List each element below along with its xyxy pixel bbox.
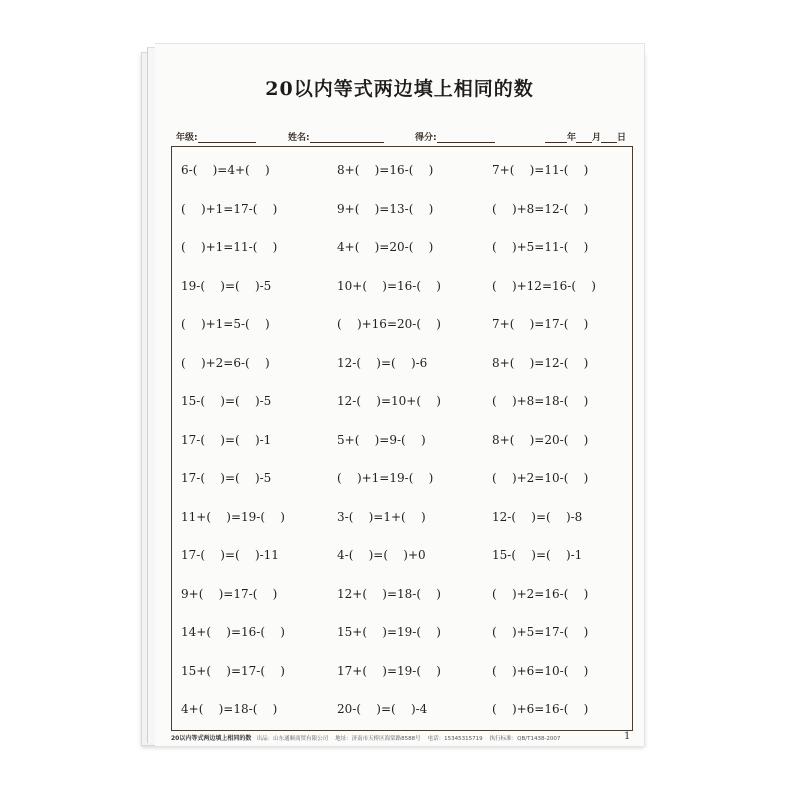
problem-r1-c3: 7+( )=11-( ) [492,163,589,177]
day-label: 日 [617,133,627,143]
problem-r8-c2: 5+( )=9-( ) [337,432,426,447]
problem-r1-c2: 8+( )=16-( ) [337,163,434,177]
grade-label: 年级: [176,133,198,143]
year-blank [545,133,567,143]
problem-r2-c2: 9+( )=13-( ) [337,201,434,216]
problem-r7-c1: 15-( )=( )-5 [181,394,272,408]
problem-r5-c2: ( )+16=20-( ) [337,317,441,331]
problem-r14-c2: 17+( )=19-( ) [337,663,441,678]
problem-r9-c2: ( )+1=19-( ) [337,471,434,485]
problem-r4-c1: 19-( )=( )-5 [181,278,272,293]
name-label: 姓名: [288,133,310,143]
problem-r7-c2: 12-( )=10+( ) [337,394,441,408]
problem-r2-c1: ( )+1=17-( ) [181,201,278,216]
problem-r3-c3: ( )+5=11-( ) [492,240,589,254]
problem-r15-c2: 20-( )=( )-4 [337,702,428,716]
problem-r13-c3: ( )+5=17-( ) [492,625,589,639]
footer-standard: 执行标准：QB/T1438-2007 [489,736,561,742]
problem-r11-c1: 17-( )=( )-11 [181,548,279,562]
problem-r13-c1: 14+( )=16-( ) [181,625,285,639]
problem-r11-c3: 15-( )=( )-1 [492,548,583,562]
problem-r14-c1: 15+( )=17-( ) [181,663,285,678]
score-label: 得分: [415,133,437,143]
problem-r14-c3: ( )+6=10-( ) [492,663,589,678]
name-blank [310,133,384,143]
problem-r8-c1: 17-( )=( )-1 [181,432,272,447]
problem-r5-c3: 7+( )=17-( ) [492,317,589,331]
worksheet-title: 20以内等式两边填上相同的数 [265,78,534,100]
problem-r2-c3: ( )+8=12-( ) [492,201,589,216]
month-label: 月 [592,133,602,143]
problem-r6-c3: 8+( )=12-( ) [492,355,589,370]
problem-r10-c2: 3-( )=1+( ) [337,509,426,524]
problem-r11-c2: 4-( )=( )+0 [337,548,426,562]
grade-field [176,130,256,143]
footer-phone: 电话：15345315719 [427,736,483,742]
problem-r15-c3: ( )+6=16-( ) [492,702,589,716]
problem-r10-c1: 11+( )=19-( ) [181,509,285,524]
problem-r3-c1: ( )+1=11-( ) [181,240,278,254]
grade-blank [198,133,256,143]
score-blank [437,133,495,143]
problem-r13-c2: 15+( )=19-( ) [337,625,441,639]
problem-r9-c3: ( )+2=10-( ) [492,471,589,485]
problem-r10-c3: 12-( )=( )-8 [492,509,583,524]
problem-r6-c1: ( )+2=6-( ) [181,355,270,370]
problem-r5-c1: ( )+1=5-( ) [181,317,270,331]
problem-r15-c1: 4+( )=18-( ) [181,702,278,716]
footer-address: 地址：济南市天桥区海棠路8588号 [335,736,421,742]
problem-r8-c3: 8+( )=20-( ) [492,432,589,447]
problem-r4-c2: 10+( )=16-( ) [337,278,441,293]
day-blank [601,133,617,143]
footer-publisher: 出品：山东通顺商贸有限公司 [256,736,329,742]
date-field [545,130,626,143]
problem-r9-c1: 17-( )=( )-5 [181,471,272,485]
score-field [415,130,495,143]
footer-series: 20以内等式两边填上相同的数 [171,735,252,742]
problem-r6-c2: 12-( )=( )-6 [337,355,428,370]
problem-r12-c2: 12+( )=18-( ) [337,586,441,601]
footer [171,733,560,742]
month-blank [576,133,592,143]
problem-r7-c3: ( )+8=18-( ) [492,394,589,408]
year-label: 年 [567,133,577,143]
problem-r12-c3: ( )+2=16-( ) [492,586,589,601]
problem-r4-c3: ( )+12=16-( ) [492,278,596,293]
problem-r1-c1: 6-( )=4+( ) [181,163,270,177]
problem-r3-c2: 4+( )=20-( ) [337,240,434,254]
problem-r12-c1: 9+( )=17-( ) [181,586,278,601]
name-field [288,130,384,143]
page-number: 1 [624,731,631,742]
